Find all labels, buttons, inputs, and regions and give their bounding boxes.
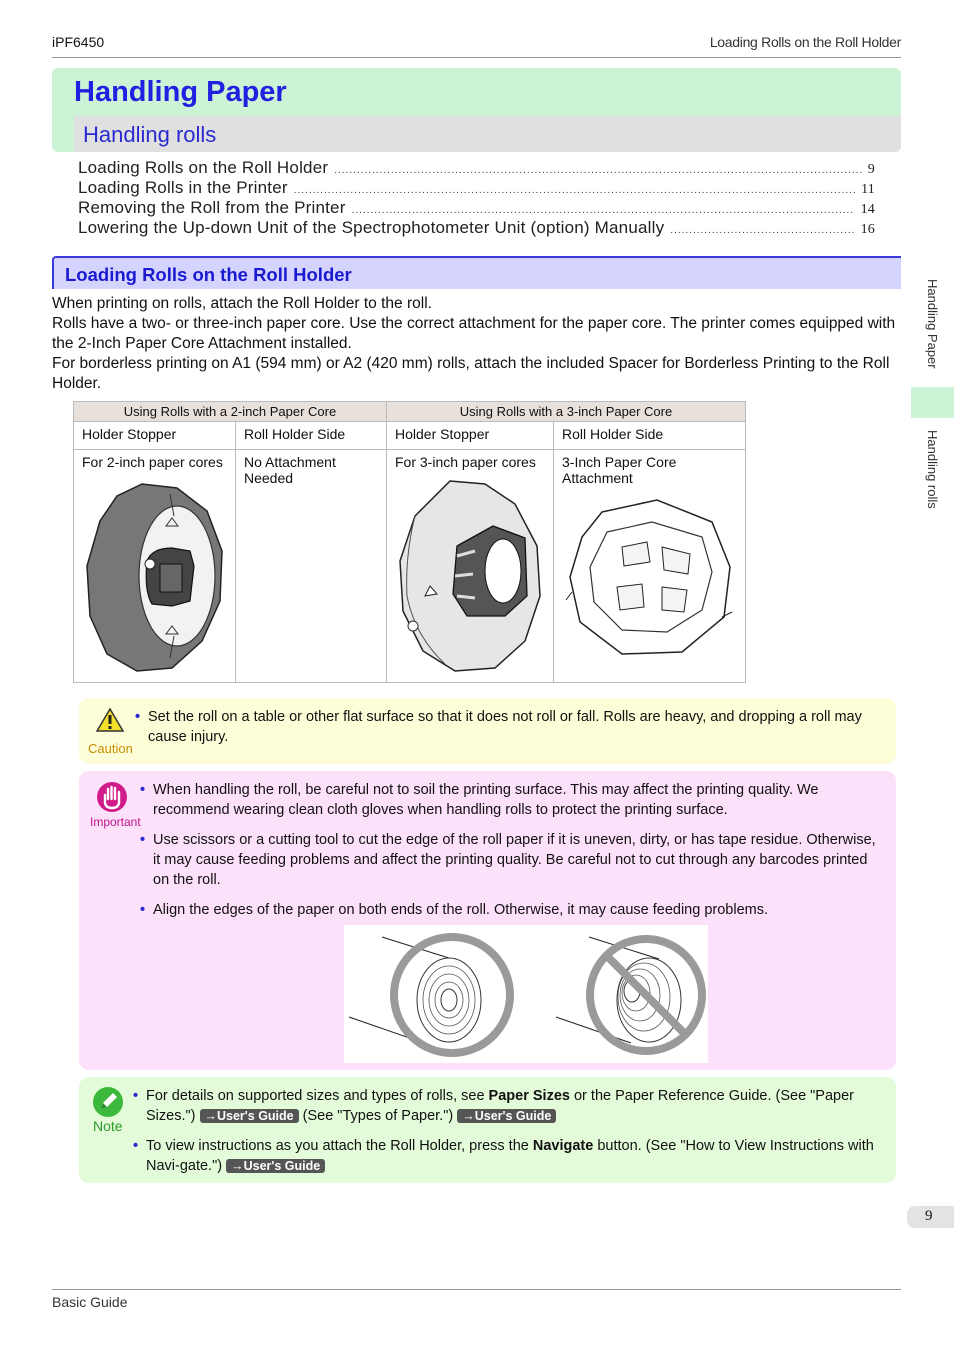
section-title: Loading Rolls on the Roll Holder [65,264,352,285]
important-icon [96,781,128,813]
table-of-contents [78,158,875,238]
note-text: To view instructions as you attach the Roll Holder, press the [146,1138,533,1154]
toc-leader [334,165,862,176]
users-guide-link[interactable]: →User's Guide [200,1109,299,1123]
table-column-header: Roll Holder Side [236,422,387,450]
side-tab-marker [911,387,954,418]
caution-item [135,707,883,747]
roll-edge-alignment-illustration [344,925,708,1063]
important-item [140,780,878,820]
side-tab-handling-paper[interactable]: Handling Paper [925,279,940,369]
users-guide-link[interactable]: →User's Guide [457,1109,556,1123]
bullet-icon: • [133,1138,139,1154]
important-text: Use scissors or a cutting tool to cut the edge of the roll paper if it is uneven, dirty, or has tape residue. Otherwise, it may cause feeding problems and affect the printing quality. Be careful not to cut through any barcodes printed on the roll. [153,832,876,888]
table-column-header: Holder Stopper [387,422,554,450]
navigate-button-name: Navigate [532,1138,594,1154]
toc-page[interactable]: 9 [867,162,875,177]
table-group-header: Using Rolls with a 2-inch Paper Core [74,402,387,422]
cell-text: No Attachment Needed [244,454,336,486]
body-paragraph: For borderless printing on A1 (594 mm) or A2 (420 mm) rolls, attach the included Spacer for Borderless Printing to the Roll Holder. [52,355,890,392]
table-column-header: Roll Holder Side [554,422,746,450]
footer-divider [52,1289,901,1290]
note-pencil-icon [92,1086,124,1118]
table-cell [236,450,387,683]
body-paragraph: When printing on rolls, attach the Roll Holder to the roll. [52,295,432,312]
toc-page[interactable]: 11 [861,182,875,197]
side-tab-handling-rolls[interactable]: Handling rolls [925,430,940,509]
caution-box [79,698,896,764]
toc-label[interactable]: Loading Rolls in the Printer [78,178,288,197]
page-number: 9 [925,1208,933,1224]
bullet-icon: • [140,902,146,918]
paper-sizes-link[interactable]: Paper Sizes [488,1088,570,1104]
core-attachment-3inch-illustration [562,492,737,662]
note-item [133,1086,883,1126]
caution-icon [96,707,124,733]
toc-item[interactable] [78,178,875,198]
subtitle-bar [74,116,901,152]
bullet-icon: • [133,1088,139,1104]
toc-label[interactable]: Loading Rolls on the Roll Holder [78,158,329,177]
toc-page[interactable]: 14 [860,202,875,217]
roll-holder-table [73,401,746,683]
note-text: or the Paper Reference Guide. (See "Paper Sizes.") [146,1088,855,1124]
toc-item[interactable] [78,198,875,218]
important-item [140,900,878,920]
table-group-header: Using Rolls with a 3-inch Paper Core [387,402,746,422]
caution-text: Set the roll on a table or other flat surface so that it does not roll or fall. Rolls are heavy, and dropping a roll may cause injury. [148,709,862,745]
note-label: Note [93,1118,123,1134]
bullet-icon: • [135,709,141,725]
important-label: Important [90,815,141,829]
holder-stopper-3inch-illustration [395,476,545,676]
note-text: button. (See "How to View Instructions with Navi-gate.") [146,1138,874,1174]
toc-item[interactable] [78,158,875,178]
cell-text: 3-Inch Paper Core Attachment [562,454,677,486]
bullet-icon: • [140,832,146,848]
page-number-tab [907,1206,954,1228]
note-item [133,1136,883,1176]
table-cell [74,450,236,683]
cell-text: For 2-inch paper cores [82,454,223,470]
note-text: (See "Types of Paper.") [298,1108,458,1124]
table-column-header: Holder Stopper [74,422,236,450]
important-text: Align the edges of the paper on both ends of the roll. Otherwise, it may cause feeding problems. [153,902,769,918]
page-title: Handling Paper [74,76,287,108]
toc-leader [352,205,855,216]
header-chapter: Loading Rolls on the Roll Holder [709,34,901,50]
toc-label[interactable]: Removing the Roll from the Printer [78,198,346,217]
important-box [79,771,896,1070]
body-paragraph: Rolls have a two- or three-inch paper core. Use the correct attachment for the paper core. The printer comes equipped with the 2-Inch Paper Core Attachment installed. [52,315,896,352]
note-box [79,1077,896,1183]
users-guide-link[interactable]: →User's Guide [226,1159,325,1173]
header-divider [52,57,901,58]
header-product: iPF6450 [52,34,105,50]
important-item [140,830,878,890]
toc-label[interactable]: Lowering the Up-down Unit of the Spectrophotometer Unit (option) Manually [78,218,665,237]
note-text: For details on supported sizes and types of rolls, see [146,1088,489,1104]
caution-label: Caution [88,741,133,756]
title-banner [52,68,901,152]
toc-item[interactable] [78,218,875,238]
toc-leader [294,185,855,196]
toc-page[interactable]: 16 [860,222,875,237]
toc-leader [670,225,854,236]
cell-text: For 3-inch paper cores [395,454,536,470]
page-subtitle: Handling rolls [83,122,217,147]
footer-guide-name: Basic Guide [52,1294,128,1310]
table-cell [387,450,554,683]
holder-stopper-2inch-illustration [82,476,227,676]
body-text [52,294,901,394]
bullet-icon: • [140,782,146,798]
important-text: When handling the roll, be careful not to soil the printing surface. This may affect the printing quality. We recommend wearing clean cloth gloves when handling rolls to protect the printing surface. [153,782,819,818]
table-cell [554,450,746,683]
section-header [52,256,901,289]
